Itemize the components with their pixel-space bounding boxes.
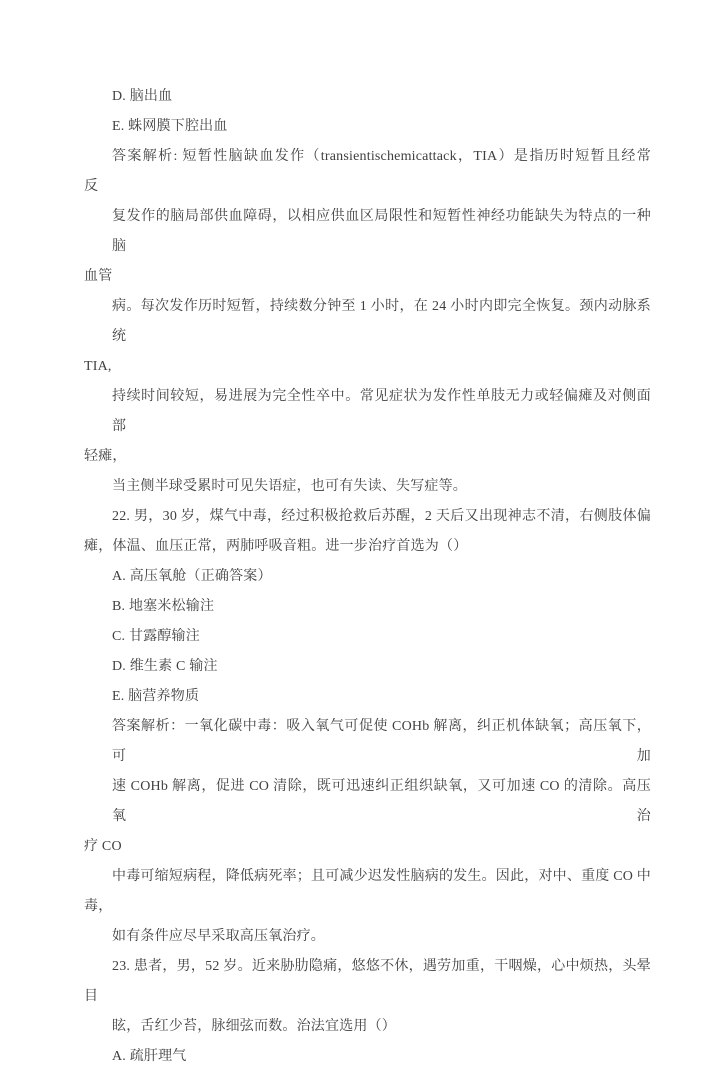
text-line: E. 蛛网膜下腔出血 (112, 119, 228, 134)
text-line: 23. 患者，男，52 岁。近来胁肋隐痛，悠悠不休，遇劳加重，干咽燥，心中烦热，头晕 (112, 959, 651, 974)
text-line: 血管 (84, 269, 113, 284)
text-line: 如有条件应尽早采取高压氧治疗。 (112, 929, 325, 944)
text-line: D. 脑出血 (112, 89, 173, 104)
text-line: D. 维生素 C 输注 (112, 659, 218, 674)
text-line: 眩，舌红少苔，脉细弦而数。治法宜选用（） (112, 1019, 396, 1034)
text-line: 反 (84, 179, 99, 194)
text-line: 22. 男，30 岁，煤气中毒，经过积极抢救后苏醒，2 天后又出现神志不清，右侧肢体偏 (112, 509, 651, 524)
text-line: 轻瘫， (84, 449, 127, 464)
text-line: 疗 CO (84, 839, 122, 854)
text-line: C. 甘露醇输注 (112, 629, 200, 644)
text-line: 答案解析：一氧化碳中毒：吸入氧气可促使 COHb 解离，纠正机体缺氧；高压氧下，可加 (112, 719, 651, 764)
text-line: E. 脑营养物质 (112, 689, 200, 704)
text-line: TIA, (84, 359, 112, 374)
text-line: 当主侧半球受累时可见失语症，也可有失读、失写症等。 (112, 479, 467, 494)
text-line: 持续时间较短，易进展为完全性卒中。常见症状为发作性单肢无力或轻偏瘫及对侧面部 (112, 389, 651, 434)
text-line: 瘫，体温、血压正常，两肺呼吸音粗。进一步治疗首选为（） (84, 539, 468, 554)
text-line: 病。每次发作历时短暂，持续数分钟至 1 小时，在 24 小时内即完全恢复。颈内动脉系统 (112, 299, 651, 344)
text-line: B. 地塞米松输注 (112, 599, 215, 614)
text-line: A. 疏肝理气 (112, 1049, 187, 1064)
text-line: 复发作的脑局部供血障碍，以相应供血区局限性和短暂性神经功能缺失为特点的一种脑 (112, 209, 651, 254)
text-line: 速 COHb 解离，促进 CO 清除，既可迅速纠正组织缺氧，又可加速 CO 的清除。高压氧治 (112, 779, 651, 824)
text-line: 中毒可缩短病程，降低病死率；且可减少迟发性脑病的发生。因此，对中、重度 CO 中 (112, 869, 651, 884)
text-line: A. 高压氧舱（正确答案） (112, 569, 272, 584)
text-line: 目 (84, 989, 99, 1004)
text-line: 毒， (84, 899, 113, 914)
text-line: 答案解析: 短暂性脑缺血发作（transientischemicattack，TIA）是指历时短暂且经常 (112, 149, 651, 164)
document-content (84, 82, 651, 1072)
